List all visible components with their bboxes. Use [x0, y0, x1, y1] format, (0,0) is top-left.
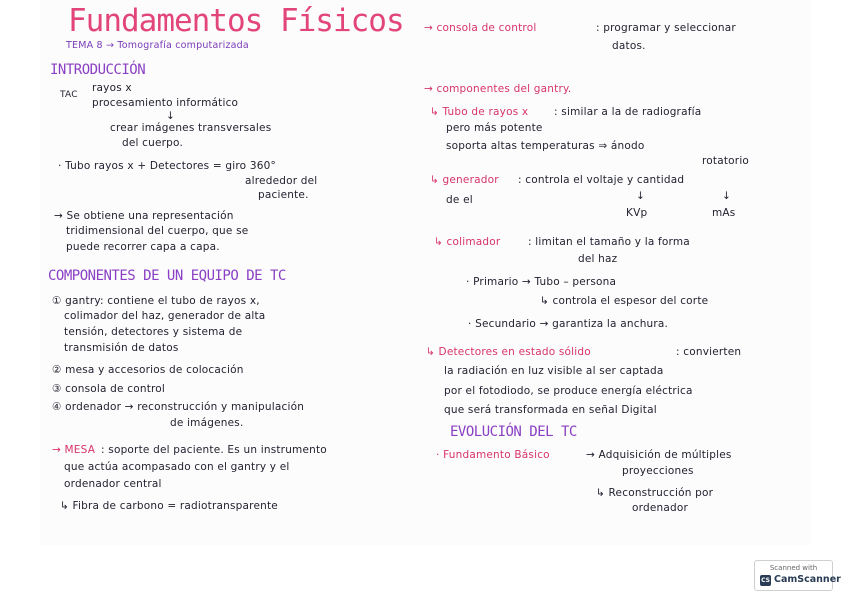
components-heading: COMPONENTES DE UN EQUIPO DE TC — [48, 268, 286, 284]
camscanner-logo-icon: CS — [761, 577, 770, 584]
component-1-line1: ① gantry: contiene el tubo de rayos x, — [52, 295, 260, 307]
evolucion-heading: EVOLUCIÓN DEL TC — [450, 424, 577, 440]
fundamento-label: · Fundamento Básico — [436, 449, 550, 461]
fundamento-line4: ordenador — [632, 502, 688, 514]
page-subtitle: TEMA 8 → Tomografía computarizada — [66, 40, 249, 51]
tubo-r-line3: soporta altas temperaturas ⇒ ánodo — [446, 140, 645, 152]
component-4-line2: de imágenes. — [170, 417, 244, 429]
generador-arrow-mas: ↓ — [722, 190, 731, 202]
secundario-line: · Secundario → garantiza la anchura. — [468, 318, 669, 330]
detectores-line2: la radiación en luz visible al ser captada — [444, 365, 664, 377]
tubo-r-line2: pero más potente — [446, 122, 543, 134]
fibra-line: ↳ Fibra de carbono = radiotransparente — [60, 500, 278, 512]
mesa-line1: : soporte del paciente. Es un instrumento — [101, 444, 327, 456]
mas-label: mAs — [712, 207, 736, 219]
component-1-line2: colimador del haz, generador de alta — [64, 310, 266, 322]
consola-line1: : programar y seleccionar — [596, 22, 736, 34]
tac-line2: procesamiento informático — [92, 97, 239, 109]
tubo-line1: · Tubo rayos x + Detectores = giro 360° — [58, 160, 276, 172]
mesa-line2: que actúa acompasado con el gantry y el — [64, 461, 290, 473]
obt-line3: puede recorrer capa a capa. — [66, 241, 220, 253]
tac-line3: crear imágenes transversales — [110, 122, 272, 134]
obt-line2: tridimensional del cuerpo, que se — [66, 225, 249, 237]
fundamento-line2: proyecciones — [622, 465, 694, 477]
component-1-line3: tensión, detectores y sistema de — [64, 326, 243, 338]
component-2: ② mesa y accesorios de colocación — [52, 364, 244, 376]
intro-heading: INTRODUCCIÓN — [50, 62, 146, 78]
component-4-line1: ④ ordenador → reconstrucción y manipulación — [52, 401, 305, 413]
detectores-line3: por el fotodiodo, se produce energía eléctrica — [444, 385, 693, 397]
tubo-line3: paciente. — [258, 189, 309, 201]
kvp-label: KVp — [626, 207, 648, 219]
watermark-brand: CamScanner — [774, 574, 841, 585]
tubo-r-line4: rotatorio — [702, 155, 750, 167]
colimador-line1: : limitan el tamaño y la forma — [528, 236, 690, 248]
tubo-r-line1: : similar a la de radiografía — [554, 106, 702, 118]
generador-arrow-kvp: ↓ — [636, 190, 645, 202]
fundamento-line3: ↳ Reconstrucción por — [596, 487, 714, 499]
tubo-line2: alrededor del — [245, 175, 318, 187]
camscanner-watermark — [754, 560, 841, 591]
generador-line2: de el — [446, 194, 473, 206]
obt-line1: → Se obtiene una representación — [54, 210, 234, 222]
primario-line2: ↳ controla el espesor del corte — [540, 295, 709, 307]
detectores-line1: : convierten — [676, 346, 742, 358]
mesa-label: → MESA — [52, 444, 96, 456]
mesa-line3: ordenador central — [64, 478, 162, 490]
page-title: Fundamentos Físicos — [68, 3, 404, 39]
primario-line1: · Primario → Tubo – persona — [466, 276, 617, 288]
colimador-label: ↳ colimador — [434, 236, 501, 248]
tac-label: TAC — [60, 90, 78, 100]
tac-arrow: ↓ — [166, 110, 175, 122]
tac-line1: rayos x — [92, 82, 132, 94]
generador-label: ↳ generador — [430, 174, 499, 186]
generador-line1: : controla el voltaje y cantidad — [518, 174, 685, 186]
fundamento-line1: → Adquisición de múltiples — [586, 449, 732, 461]
consola-line2: datos. — [612, 40, 646, 52]
tubo-label: ↳ Tubo de rayos x — [430, 106, 529, 118]
component-3: ③ consola de control — [52, 383, 166, 395]
colimador-line2: del haz — [578, 253, 618, 265]
watermark-caption: Scanned with — [769, 564, 818, 572]
consola-label: → consola de control — [424, 22, 537, 34]
gantry-components-heading: → componentes del gantry. — [424, 83, 572, 95]
tac-line4: del cuerpo. — [122, 137, 184, 149]
detectores-label: ↳ Detectores en estado sólido — [426, 346, 591, 358]
detectores-line4: que será transformada en señal Digital — [444, 404, 657, 416]
component-1-line4: transmisión de datos — [64, 342, 179, 354]
